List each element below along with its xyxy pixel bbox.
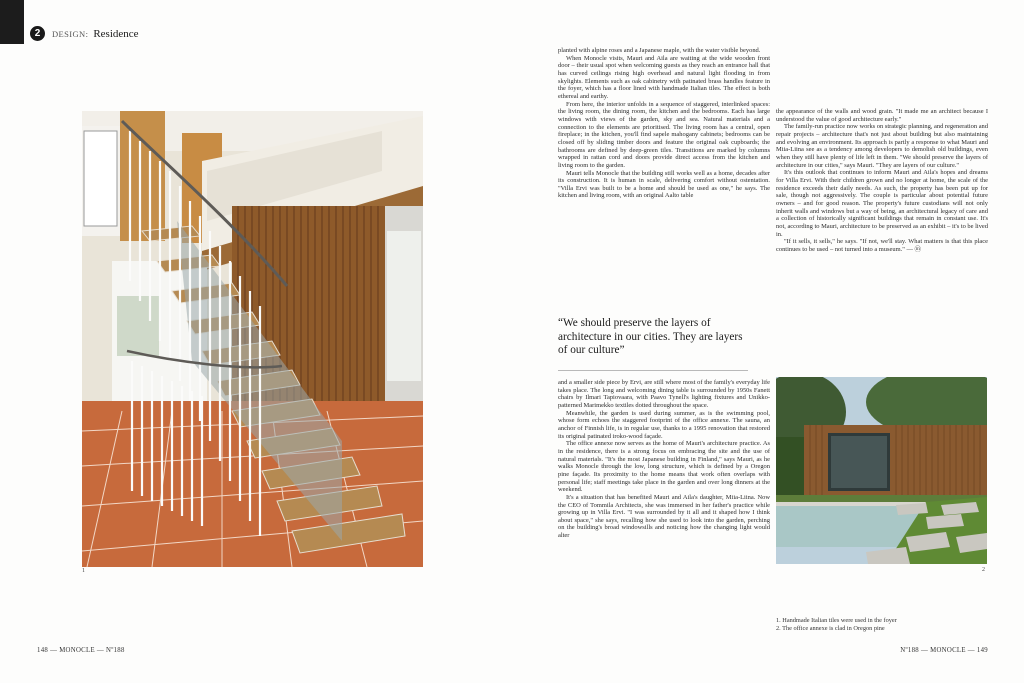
paragraph: planted with alpine roses and a Japanese maple, with the water visible beyond. [558,47,761,54]
paragraph: and a smaller side piece by Ervi, are still where most of the family's everyday life takes place. The long and welcoming dining table is surrounded by 1950s Fanett chairs by Ilmari Tapiovaara, with Paavo Tynell's lighting fixtures and Unikko-patterned Marimekko textiles dotted throughout the space. [558,379,770,409]
body-column-1-top [558,47,770,200]
pull-quote: “We should preserve the layers of architecture in our cities. They are layers of our culture” [558,317,743,357]
photo-1-number: 1 [82,568,85,574]
pull-quote-rule [558,370,748,371]
paragraph: From here, the interior unfolds in a sequence of staggered, interlinked spaces: the living room, the dining room, the kitchen and the bedrooms. Each has large windows with views of the garden, sky and sea. Natural materials and a connection to the elements are prioritised. The living room has a central, open fireplace; in the kitchen, you'll find sapele mahogany cabinets; bedrooms can be closed off by sliding timber doors and feature the original oak cupboards; the bathrooms are defined by deep-green tiles. Transitions are marked by columns wrapped in rattan cord and doors provide direct access from the kitchen and living room to the garden. [558,100,770,169]
section-number-badge: 2 [30,26,45,41]
paragraph: "If it sells, it sells," he says. "If not, we'll stay. What matters is that this place continues to be used – not turned into a museum." — ⓜ [776,238,988,253]
folio-right: Nº188 — MONOCLE — 149 [900,647,988,654]
paragraph: The office annexe now serves as the home of Mauri's architecture practice. As in the residence, there is a strong focus on embracing the site and the use of natural materials. "It's the most Japanese building in Finland," says Mauri, as he walks Monocle through the low, long structure, which is defined by a Oregon pine façade. Its proximity to the home means that work often overlaps with personal life; staff meetings take place in the garden and over long dinners at the weekend. [558,440,770,494]
paragraph: The family-run practice now works on strategic planning, and regeneration and repair projects – architecture that's not just about building but also maintaining and evolving an environment. Its approach is partly a response to what Mauri and Miia-Liina see as a tendency among developers to demolish old buildings, even when they still have plenty of life left in them. "We should preserve the layers of architecture in our cities," says Mauri. "They are layers of our culture." [776,123,988,169]
section-label: DESIGN: [52,28,89,39]
photo-2-number: 2 [982,567,985,573]
paragraph: It's a situation that has benefited Mauri and Aila's daughter, Miia-Liina. Now the CEO of Tommila Architects, she was immersed in her father's practice while growing up in Villa Ervi. "I was surrounded by it all and it shaped how I think about space," she says, recalling how she used to look into the garden, perching on the building's broad windowsills and noticing how the changing light would alter [558,493,770,540]
section-header [30,26,139,41]
photo-captions [776,617,996,633]
paragraph: When Monocle visits, Mauri and Aila are waiting at the wide wooden front door – their usual spot when welcoming guests as they reach an entrance hall that has curved ceilings rising high overhead and natural light flooding in from skylights. Elements such as oak cabinetry with patinated brass handles feature in the foyer, which has a floor lined with handmade Italian tiles. The effect is both ethereal and earthy. [558,54,770,100]
paragraph: the appearance of the walls and wood grain. "It made me an architect because I understood the value of good architecture early." [776,108,988,123]
paragraph: Mauri tells Monocle that the building still works well as a home, decades after its construction. It is human in scale, delivering comfort without ostentation. "Villa Ervi was built to be a home and should be used as one," he says. The kitchen and living room, with an original Aalto table [558,169,770,200]
caption-1: 1. Handmade Italian tiles were used in the foyer [776,617,897,624]
body-column-2 [776,108,988,253]
office-annexe-photo [776,377,987,564]
folio-left: 148 — MONOCLE — Nº188 [37,647,125,654]
staircase-photo [82,111,423,567]
section-title: Residence [93,27,139,40]
section-tab [0,0,24,44]
caption-2: 2. The office annexe is clad in Oregon pine [776,625,885,633]
paragraph: It's this outlook that continues to inform Mauri and Aila's hopes and dreams for Villa Ervi. With their children grown and no longer at home, the scale of the residence exceeds their daily needs. As such, the property has been put up for sale, though not aggressively. The couple is particular about potential future owners – and for good reason. The property's future custodians will not only inherit walls and windows but a way of being, an architectural legacy of care and a collection of historically significant buildings that remain in constant use. It's not, according to Mauri, architecture to be preserved as an exhibit – it's to be lived in. [776,169,988,238]
body-column-1-bottom [558,379,770,540]
paragraph: Meanwhile, the garden is used during summer, as is the swimming pool, whose form echoes the staggered footprint of the office annexe. The sauna, an anchor of Finnish life, is in regular use, thanks to a 1995 renovation that restored its original patinated iroko-wood façade. [558,409,770,440]
